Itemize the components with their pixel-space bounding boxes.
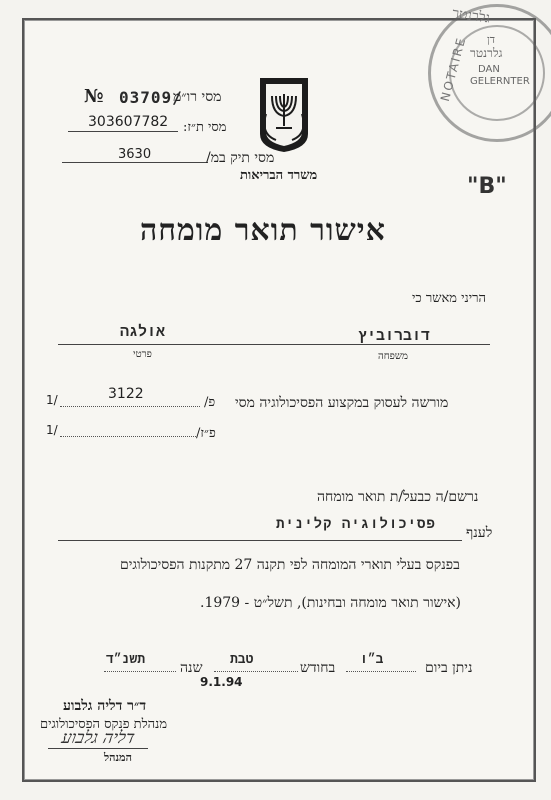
menorah-icon [254, 74, 314, 154]
license-suffix: 1/ [46, 393, 58, 407]
month-dotted-line [214, 671, 298, 672]
regulation-line-2: (אישור תואר מומחה ובחינות), תשל״ט - 1979. [200, 595, 461, 611]
gregorian-date: 9.1.94 [200, 675, 243, 689]
certificate-number-value: 03709/ [119, 88, 183, 107]
file-underline [62, 162, 208, 163]
certificate-title: אישור תואר מומחה [140, 213, 386, 248]
day-dotted-line [346, 671, 416, 672]
day-value: ב״ו [360, 652, 384, 667]
family-name-value: דוברוביץ [358, 326, 431, 344]
signatory-role: מנהלת פנקס הפסיכולוגים [40, 717, 168, 732]
file-label: מסי תיק במ/ [206, 150, 275, 166]
family-label: משפחה [378, 351, 408, 362]
field-label: לענף [466, 525, 493, 541]
signatory-title: המנהל [104, 751, 132, 764]
signature-line [48, 748, 148, 749]
signatory-name: ד״ר דליה גלבוע [63, 698, 147, 714]
stamp-line-1: דן [487, 33, 496, 46]
id-underline [68, 131, 178, 132]
license-dotted-line [60, 406, 200, 407]
stamp-line-3: DAN [478, 64, 500, 75]
id-value: 303607782 [88, 114, 169, 130]
id-label: מסי ת״ז: [183, 120, 227, 135]
field-underline [58, 540, 462, 541]
license-p-label: פ/ [204, 395, 216, 410]
year-dotted-line [104, 671, 176, 672]
registered-text: נרשם/ה כבעל/ת תואר מומחה [317, 489, 479, 505]
licensed-text: מורשה לעסוק במקצוע הפסיכולוגיה מסי [235, 395, 449, 411]
stamp-ring-text: NOTAIRE [437, 35, 469, 103]
state-emblem [254, 74, 314, 154]
year-label: שנה [180, 660, 203, 676]
regulation-line-1: בפנקס בעלי תוארי המומחה לפי תקנה 27 מתקנות הפסיכולוגים [120, 557, 460, 573]
certificate-number-label: מסי רו״מ [173, 89, 222, 105]
year-value: תשנ״ד [106, 652, 146, 667]
first-name-value: אולגה [120, 322, 166, 340]
confirm-line: הריני מאשר כי [412, 291, 487, 306]
stamp-line-4: GELERNTER [470, 76, 530, 87]
month-label: בחודש [300, 660, 336, 676]
given-label: ניתן ביום [425, 660, 473, 676]
handwritten-signature: דליה גלבוע [59, 728, 137, 748]
stamp-line-2: גלרנטר [470, 46, 503, 60]
month-value: טבת [230, 652, 254, 667]
number-symbol: № [84, 86, 104, 107]
pz-dotted-line [60, 436, 196, 437]
pz-suffix: 1/ [46, 423, 58, 437]
field-value: פסיכולוגיה קלינית [276, 516, 436, 532]
stamp-top-text: גלרנטר [451, 5, 491, 27]
license-number-value: 3122 [108, 386, 144, 402]
file-value: 3630 [118, 147, 152, 162]
ministry-name: משרד הבריאות [240, 168, 318, 183]
category-mark: "B" [467, 174, 507, 199]
first-label: פרטי [133, 349, 152, 360]
pz-label: פ״ז/ [196, 426, 216, 441]
